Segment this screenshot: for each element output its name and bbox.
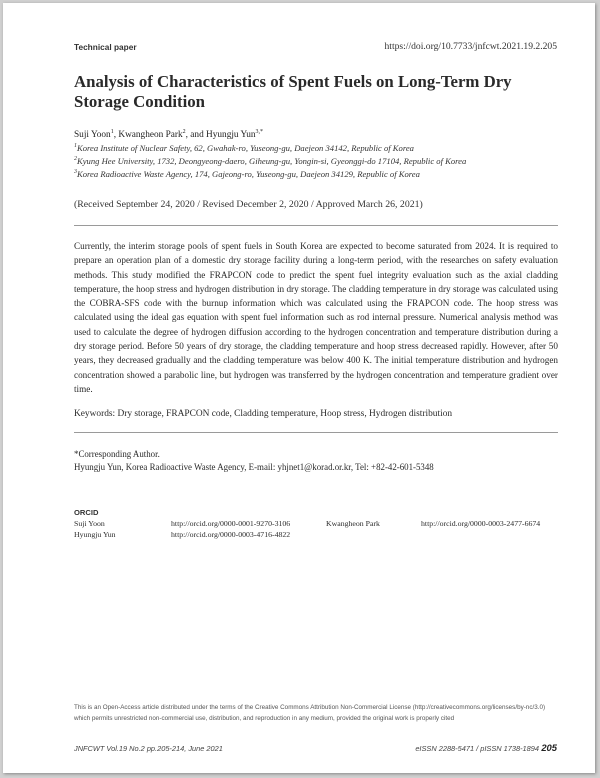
affiliation-mark: 1 xyxy=(74,143,77,150)
orcid-author-name: Kwangheon Park xyxy=(326,519,380,528)
journal-citation: JNFCWT Vol.19 No.2 pp.205-214, June 2021 xyxy=(74,744,223,753)
author-name: , Kwangheon Park xyxy=(113,130,183,141)
affiliation-text: Korea Radioactive Waste Agency, 174, Gajeong-ro, Yuseong-gu, Daejeon 34129, Republic of Korea xyxy=(77,169,420,179)
orcid-author-name: Hyungju Yun xyxy=(74,530,116,539)
page-number: 205 xyxy=(541,742,557,753)
received-dates: (Received September 24, 2020 / Revised December 2, 2020 / Approved March 26, 2021) xyxy=(74,199,423,210)
issn: eISSN 2288-5471 / pISSN 1738-1894 xyxy=(415,744,539,753)
affiliation-text: Kyung Hee University, 1732, Deongyeong-daero, Giheung-gu, Yongin-si, Gyeonggi-do 17104, Republic of Korea xyxy=(77,156,467,166)
abstract-bottom-rule xyxy=(74,432,558,433)
abstract-top-rule xyxy=(74,225,558,226)
author-affiliation-mark: 3,* xyxy=(255,129,264,135)
abstract: Currently, the interim storage pools of spent fuels in South Korea are expected to become saturated from 2024. It is required to prepare an operation plan of a domestic dry storage facility during a long-term period, with the researches on safety evaluation methods. This study modified the FRAPCON code to predict the spent fuel integrity evaluation such as the axial cladding temperature, the hoop stress and hydrogen distribution in dry storage. The cladding temperature in dry storage was calculated using the COBRA-SFS code with the burnup information which was calculated using the FRAPCON code. The hoop stress was calculated using the ideal gas equation with spent fuel information such as rod internal pressure. Numerical analysis method was used to calculate the degree of hydrogen diffusion according to the hydrogen concentration and temperature distribution during a dry storage period. Before 50 years of dry storage, the cladding temperature and hoop stress decreased rapidly. However, after 50 years, they decreased gradually and the cladding temperature was below 400 K. The initial temperature distribution and hydrogen concentration showed a parabolic line, but hydrogen was transferred by the hydrogen concentration and temperature gradient over time. xyxy=(74,241,558,394)
license-notice: This is an Open-Access article distributed under the terms of the Creative Commons Attribution Non-Commercial License (http://creativecommons.org/licenses/by-nc/3.0) which permits unrestricted non-commercial use, distribution, and reproduction in any medium, provided the original work is properly cited xyxy=(74,704,546,722)
orcid-link[interactable]: http://orcid.org/0000-0003-2477-6674 xyxy=(421,519,541,528)
affiliation-2 xyxy=(74,156,466,166)
corresponding-author-details: Hyungju Yun, Korea Radioactive Waste Agency, E-mail: yhjnet1@korad.or.kr, Tel: +82-42-601-5348 xyxy=(74,462,434,472)
doi-link[interactable]: https://doi.org/10.7733/jnfcwt.2021.19.2.205 xyxy=(384,41,557,52)
author-name: Suji Yoon xyxy=(74,130,111,141)
author-affiliation-mark: 1 xyxy=(110,129,114,135)
document-page xyxy=(3,3,595,773)
paper-title: Analysis of Characteristics of Spent Fuels on Long-Term Dry Storage Condition xyxy=(74,72,512,111)
author-list xyxy=(74,129,263,140)
author-affiliation-mark: 2 xyxy=(182,129,186,135)
affiliation-mark: 3 xyxy=(74,169,77,176)
section-label: Technical paper xyxy=(74,42,137,52)
affiliation-text: Korea Institute of Nuclear Safety, 62, Gwahak-ro, Yuseong-gu, Daejeon 34142, Republic of Korea xyxy=(77,143,414,153)
author-name: , and Hyungju Yun xyxy=(185,130,256,141)
affiliation-3 xyxy=(74,169,420,179)
orcid-heading: ORCID xyxy=(74,508,99,517)
orcid-link[interactable]: http://orcid.org/0000-0003-4716-4822 xyxy=(171,530,291,539)
corresponding-author-label: *Corresponding Author. xyxy=(74,449,160,459)
affiliation-1 xyxy=(74,143,414,153)
affiliation-mark: 2 xyxy=(74,156,77,163)
keywords: Keywords: Dry storage, FRAPCON code, Cladding temperature, Hoop stress, Hydrogen distribution xyxy=(74,409,453,419)
orcid-author-name: Suji Yoon xyxy=(74,519,105,528)
orcid-link[interactable]: http://orcid.org/0000-0001-9270-3106 xyxy=(171,519,291,528)
